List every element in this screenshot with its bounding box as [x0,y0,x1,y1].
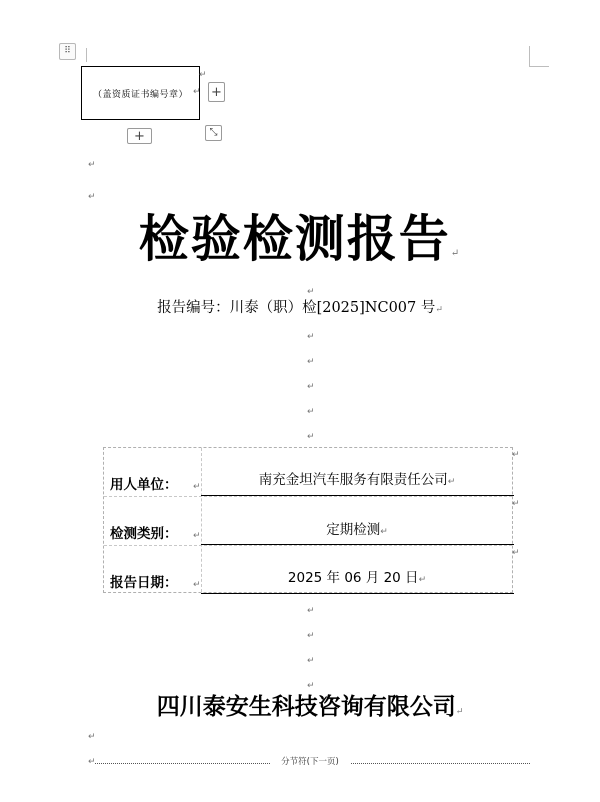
paragraph-mark: ↵ [307,382,315,392]
row-end-mark: ↵ [512,499,520,509]
paragraph-mark: ↵ [88,160,96,170]
table-move-handle[interactable] [59,43,76,60]
report-date-value[interactable] [201,570,513,588]
move-grip-icon: ⠿ [64,46,71,56]
report-date-value-text: 2025 年 06 月 20 日 [287,570,419,586]
add-column-button[interactable] [208,82,225,102]
paragraph-mark: ↵ [455,707,464,717]
report-title-text: 检验检测报告 [138,209,451,268]
table-row-divider [104,496,512,497]
margin-mark-top-left [86,48,87,62]
paragraph-mark: ↵ [307,656,315,666]
employer-value[interactable] [201,472,513,490]
paragraph-mark: ↵ [380,527,388,537]
table-row-divider [104,545,512,546]
paragraph-mark: ↵ [307,681,315,691]
paragraph-mark: ↵ [88,192,96,202]
section-break-label: 分节符(下一页) [270,756,350,768]
paragraph-mark: ↵ [307,606,315,616]
report-date-underline [201,593,514,594]
report-info-table [103,447,520,593]
paragraph-mark: ↵ [307,432,315,442]
test-category-value-text: 定期检测 [326,522,381,538]
row-end-mark: ↵ [512,450,520,460]
issuing-company [0,692,600,727]
table-resize-handle[interactable] [205,125,222,141]
report-date-label: 报告日期： [110,575,178,591]
cell-end-mark: ↵ [193,531,201,541]
test-category-label: 检测类别： [110,526,178,542]
cell-end-mark: ↵ [193,580,201,590]
stamp-placeholder-cell[interactable] [81,66,200,120]
report-number-text: 报告编号：川泰（职）检[2025]NC007 号 [157,300,436,316]
resize-icon: ⤡ [209,127,218,138]
paragraph-mark: ↵ [450,248,462,259]
paragraph-mark: ↵ [418,575,427,585]
paragraph-mark: ↵ [447,477,456,487]
paragraph-mark: ↵ [307,407,315,417]
employer-label: 用人单位： [110,477,178,493]
employer-underline [201,495,514,496]
cell-end-mark: ↵ [193,87,201,97]
plus-icon: + [134,128,145,144]
row-end-mark: ↵ [199,70,207,80]
paragraph-mark: ↵ [307,287,315,297]
plus-icon: + [211,84,222,100]
paragraph-mark: ↵ [307,357,315,367]
add-row-button[interactable] [127,128,152,144]
row-end-mark: ↵ [512,548,520,558]
test-category-underline [201,544,514,545]
paragraph-mark: ↵ [307,332,315,342]
margin-mark-top-right [529,46,530,66]
employer-value-text: 南充金坦汽车服务有限责任公司 [258,472,448,488]
paragraph-mark: ↵ [88,732,96,742]
test-category-value[interactable] [201,522,513,540]
cell-end-mark: ↵ [193,482,201,492]
paragraph-mark: ↵ [435,305,443,315]
margin-mark-top-right-h [529,66,549,67]
stamp-placeholder-text: （盖资质证书编号章） [92,89,188,100]
report-number [0,299,600,319]
report-title [0,207,600,286]
issuing-company-text: 四川泰安生科技咨询有限公司 [156,693,456,720]
paragraph-mark: ↵ [88,757,96,767]
paragraph-mark: ↵ [307,631,315,641]
